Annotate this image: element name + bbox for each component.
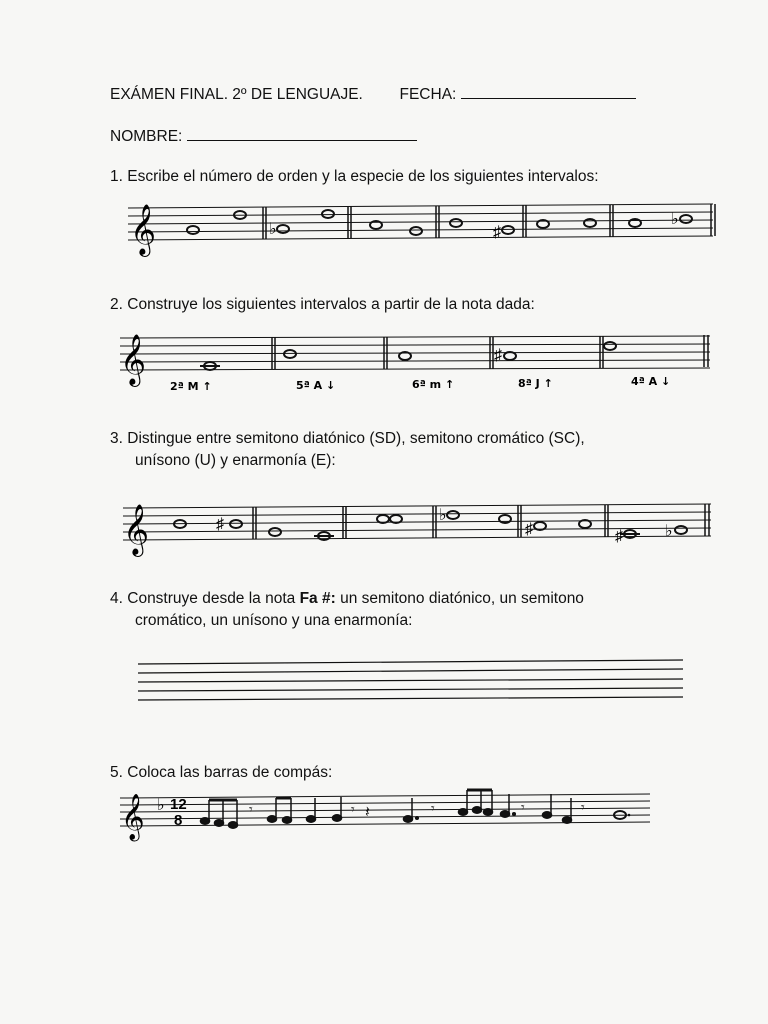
flat-icon: ♭ (439, 507, 447, 524)
note-head (187, 226, 199, 234)
question-text-post: un semitono diatónico, un semitono (335, 590, 584, 607)
note-head (269, 528, 281, 536)
question-5 (110, 762, 332, 784)
interval-label: 6ª m ↑ (412, 378, 455, 391)
question-number: 5. (110, 764, 123, 781)
flat-icon: ♭ (665, 523, 673, 540)
fecha-label: FECHA: (399, 86, 457, 103)
question-1 (110, 166, 599, 188)
staff-3 (115, 498, 715, 558)
note-head (584, 219, 596, 227)
fecha-field[interactable] (461, 84, 636, 99)
svg-text:𝄾: 𝄾 (249, 801, 253, 817)
note-head (447, 511, 459, 519)
question-number: 3. (110, 430, 123, 447)
question-number: 2. (110, 296, 123, 313)
sharp-icon: ♯ (216, 516, 224, 533)
treble-clef-icon: 𝄞 (123, 504, 150, 555)
sharp-icon: ♯ (494, 347, 502, 364)
question-2 (110, 294, 535, 316)
note-head (675, 526, 687, 534)
question-3 (110, 428, 585, 472)
svg-text:𝄾: 𝄾 (581, 799, 585, 815)
question-text: Distingue entre semitono diatónico (SD), semitono cromático (SC), (127, 430, 585, 447)
exam-title: EXÁMEN FINAL. 2º DE LENGUAJE. (110, 86, 363, 103)
note-head (230, 520, 242, 528)
svg-text:𝄽: 𝄽 (365, 804, 370, 821)
flat-icon: ♭ (157, 797, 165, 814)
interval-label: 2ª M ↑ (170, 380, 212, 393)
sharp-icon: ♯ (615, 528, 623, 545)
interval-label: 8ª J ↑ (518, 377, 553, 390)
note-head (504, 352, 516, 360)
treble-clef-icon: 𝄞 (121, 794, 145, 840)
exam-header (110, 84, 636, 104)
interval-label: 4ª A ↓ (631, 375, 671, 388)
note-head (284, 350, 296, 358)
sharp-icon: ♯ (493, 224, 501, 241)
flat-icon: ♭ (671, 211, 679, 228)
question-number: 4. (110, 590, 123, 607)
treble-clef-icon: 𝄞 (120, 334, 147, 385)
svg-text:𝄾: 𝄾 (431, 800, 435, 816)
flat-icon: ♭ (269, 221, 277, 238)
interval-label: 5ª A ↓ (296, 379, 336, 392)
question-text-cont: unísono (U) y enarmonía (E): (135, 452, 336, 469)
question-text: Construye los siguientes intervalos a partir de la nota dada: (127, 296, 535, 313)
treble-clef-icon: 𝄞 (130, 204, 157, 255)
staff-1 (118, 198, 718, 258)
nombre-label: NOMBRE: (110, 128, 183, 145)
staff-5 (115, 784, 655, 854)
svg-text:𝄾: 𝄾 (351, 801, 355, 817)
question-note-name: Fa #: (299, 590, 336, 607)
question-number: 1. (110, 168, 123, 185)
note-head (277, 225, 289, 233)
note-head (680, 215, 692, 223)
question-text: Escribe el número de orden y la especie de los siguientes intervalos: (127, 168, 599, 185)
note-head (322, 210, 334, 218)
note-head (450, 219, 462, 227)
svg-text:𝄾: 𝄾 (521, 799, 525, 815)
question-text: Coloca las barras de compás: (127, 764, 333, 781)
question-4 (110, 588, 584, 632)
staff-2 (112, 330, 712, 400)
nombre-field[interactable] (187, 126, 417, 141)
note-head (502, 226, 514, 234)
time-signature-numerator: 12 (170, 796, 187, 813)
question-text-cont: cromático, un unísono y una enarmonía: (135, 612, 413, 629)
empty-staff-4[interactable] (138, 658, 686, 704)
sharp-icon: ♯ (525, 521, 533, 538)
note-head (410, 227, 422, 235)
note-head (604, 342, 616, 350)
nombre-row (110, 126, 417, 146)
time-signature-denominator: 8 (174, 812, 183, 829)
question-text: Construye desde la nota (127, 590, 300, 607)
